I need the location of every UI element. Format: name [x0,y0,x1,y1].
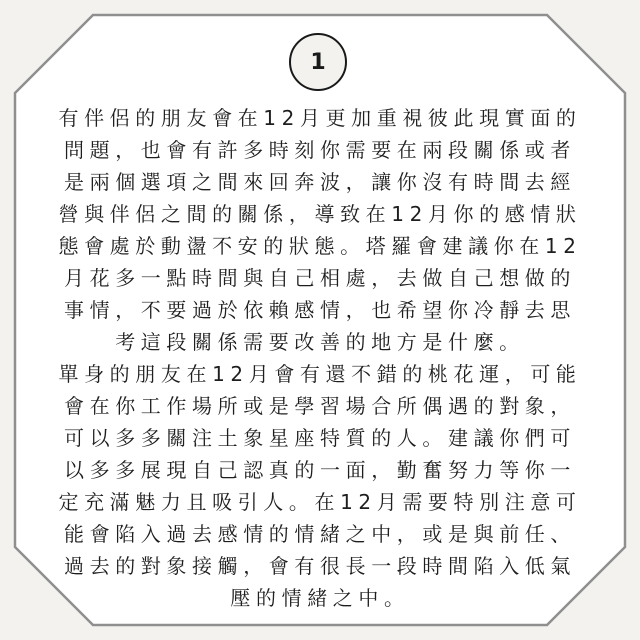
text-line: 單身的朋友在12月會有還不錯的桃花運，可能 [58,362,582,386]
text-line: 會在你工作場所或是學習場合所偶遇的對象， [64,394,576,418]
paragraph-singles [46,358,594,614]
text-line: 問題，也會有許多時刻你需要在兩段關係或者 [64,138,576,162]
number-badge [289,33,347,91]
text-line: 有伴侶的朋友會在12月更加重視彼此現實面的 [58,106,582,130]
text-line: 態會處於動盪不安的狀態。塔羅會建議你在12 [58,234,582,258]
text-line: 是兩個選項之間來回奔波，讓你沒有時間去經 [64,170,576,194]
text-line: 過去的對象接觸，會有很長一段時間陷入低氣 [64,554,576,578]
text-line: 考這段關係需要改善的地方是什麼。 [115,330,525,354]
text-line: 營與伴侶之間的關係，導致在12月你的感情狀 [58,202,582,226]
text-line: 可以多多關注土象星座特質的人。建議你們可 [64,426,576,450]
paragraph-couples [46,102,594,358]
text-content [46,102,594,614]
badge-number: 1 [310,49,326,75]
text-line: 能會陷入過去感情的情緒之中，或是與前任、 [64,522,576,546]
text-line: 定充滿魅力且吸引人。在12月需要特別注意可 [58,490,582,514]
text-line: 月花多一點時間與自己相處，去做自己想做的 [64,266,576,290]
text-line: 壓的情緒之中。 [230,586,410,610]
text-line: 以多多展現自己認真的一面，勤奮努力等你一 [64,458,576,482]
text-line: 事情，不要過於依賴感情，也希望你冷靜去思 [64,298,576,322]
